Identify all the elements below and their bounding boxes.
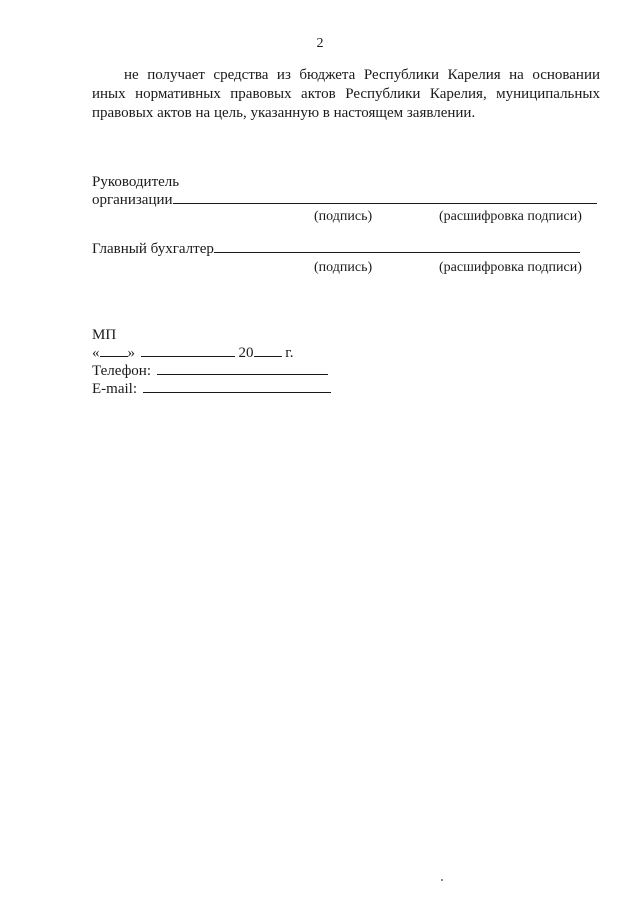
- date-year-line: [254, 344, 282, 357]
- email-label: E-mail:: [92, 381, 137, 397]
- body-paragraph: [92, 66, 600, 123]
- email-line: [143, 380, 331, 393]
- date-row: [92, 344, 293, 363]
- paragraph-line-2: иных нормативных правовых актов Республики Карелия, муниципальных: [92, 86, 600, 102]
- accountant-signature-caption: (подпись): [314, 260, 373, 275]
- head-decode-caption: (расшифровка подписи): [439, 209, 582, 224]
- paragraph-line-1: не получает средства из бюджета Республики Карелия на основании: [124, 67, 600, 83]
- date-suffix: г.: [285, 345, 294, 361]
- phone-row: [92, 362, 328, 381]
- head-label-line-2: организации: [92, 192, 173, 208]
- date-day-line: [100, 344, 128, 357]
- phone-label: Телефон:: [92, 363, 151, 379]
- head-label-line-1: Руководитель: [92, 174, 180, 190]
- date-close-quote: »: [127, 345, 135, 361]
- head-signature-caption: (подпись): [314, 209, 373, 224]
- accountant-decode-caption: (расшифровка подписи): [439, 260, 582, 275]
- date-year-prefix: 20: [238, 345, 254, 361]
- date-open-quote: «: [92, 345, 100, 361]
- page-number: 2: [316, 36, 324, 51]
- email-row: [92, 380, 331, 399]
- stamp-mp: МП: [92, 327, 117, 343]
- accountant-signature-row: [92, 240, 580, 259]
- paragraph-line-3: правовых актов на цель, указанную в настоящем заявлении.: [92, 105, 476, 121]
- date-month-line: [141, 344, 235, 357]
- head-signature-line: [173, 191, 597, 204]
- scan-speck: [441, 879, 443, 881]
- accountant-label: Главный бухгалтер: [92, 241, 214, 257]
- accountant-signature-line: [214, 240, 580, 253]
- phone-line: [157, 362, 328, 375]
